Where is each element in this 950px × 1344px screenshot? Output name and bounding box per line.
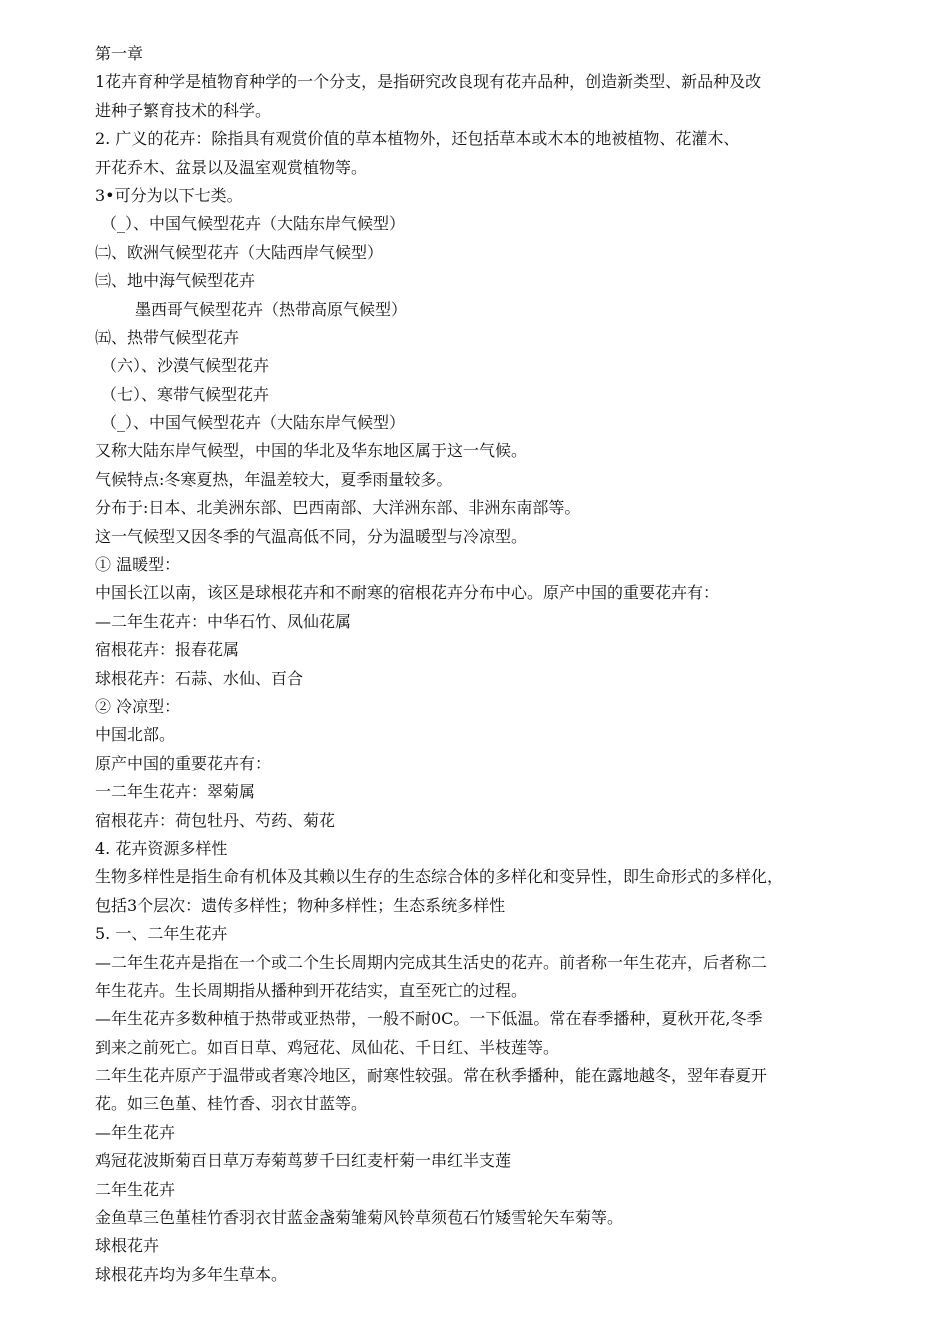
text-line: 生物多样性是指生命有机体及其赖以生存的生态综合体的多样化和变异性，即生命形式的多样化， [95,867,784,887]
text-line: 到来之前死亡。如百日草、鸡冠花、凤仙花、千日红、半枝莲等。 [95,1037,560,1057]
text-line: 2. 广义的花卉：除指具有观赏价值的草本植物外，还包括草本或木本的地被植物、花灌木、 [95,129,740,149]
text-line: 球根花卉 [95,1236,160,1256]
text-line: 二年生花卉原产于温带或者寒冷地区，耐寒性较强。常在秋季播种，能在露地越冬，翌年春夏开 [95,1066,768,1086]
text-line: 一二年生花卉：翠菊属 [95,782,256,802]
text-line: （_）、中国气候型花卉（大陆东岸气候型） [101,413,406,433]
text-line: 1花卉育种学是植物育种学的一个分支，是指研究改良现有花卉品种，创造新类型、新品种及改 [95,72,762,92]
text-line: 宿根花卉：荷包牡丹、芍药、菊花 [95,810,336,830]
text-line: （六）、沙漠气候型花卉 [101,356,270,376]
text-line: 年生花卉。生长周期指从播种到开花结实，直至死亡的过程。 [95,980,528,1000]
text-line: 金鱼草三色堇桂竹香羽衣甘蓝金盏菊雏菊风铃草须苞石竹矮雪轮矢车菊等。 [95,1208,624,1228]
text-line: —年生花卉多数种植于热带或亚热带，一般不耐0C。一下低温。常在春季播种，夏秋开花,冬季 [95,1009,763,1029]
text-line: 墨西哥气候型花卉（热带高原气候型） [135,299,408,319]
text-line: 球根花卉：石蒜、水仙、百合 [95,668,304,688]
text-line: ㈢、地中海气候型花卉 [95,271,256,291]
text-line: 包括3个层次：遗传多样性；物种多样性；生态系统多样性 [95,895,506,915]
document-page [95,40,865,1289]
text-line: 中国长江以南，该区是球根花卉和不耐寒的宿根花卉分布中心。原产中国的重要花卉有： [95,583,720,603]
text-line: 开花乔木、盆景以及温室观赏植物等。 [95,157,368,177]
text-line: —年生花卉 [95,1122,176,1142]
text-line: 花。如三色堇、桂竹香、羽衣甘蓝等。 [95,1094,368,1114]
text-line: —二年生花卉是指在一个或二个生长周期内完成其生活史的花卉。前者称一年生花卉，后者称二 [95,952,768,972]
text-line: （七）、寒带气候型花卉 [101,384,270,404]
text-line: —二年生花卉：中华石竹、凤仙花属 [95,611,352,631]
text-line: 3•可分为以下七类。 [95,185,243,205]
text-line: ㈡、欧洲气候型花卉（大陆西岸气候型） [95,242,384,262]
text-line: 分布于:日本、北美洲东部、巴西南部、大洋洲东部、非洲东南部等。 [95,498,581,518]
text-line: 二年生花卉 [95,1179,176,1199]
text-line: 又称大陆东岸气候型，中国的华北及华东地区属于这一气候。 [95,441,528,461]
text-line: 进种子繁育技术的科学。 [95,100,272,120]
text-line: 4. 花卉资源多样性 [95,838,228,858]
text-line: 中国北部。 [95,725,176,745]
text-line: ㈤、热带气候型花卉 [95,327,240,347]
text-line: 球根花卉均为多年生草本。 [95,1264,288,1284]
text-line: （_）、中国气候型花卉（大陆东岸气候型） [101,214,406,234]
text-line: 第一章 [95,44,144,63]
text-line: 气候特点:冬寒夏热，年温差较大，夏季雨量较多。 [95,469,453,489]
text-line: ② 冷凉型： [95,696,181,716]
text-line: 宿根花卉：报春花属 [95,640,240,660]
text-line: 5. 一、二年生花卉 [95,924,228,944]
text-line: 原产中国的重要花卉有： [95,753,272,773]
text-line: 这一气候型又因冬季的气温高低不同，分为温暖型与冷凉型。 [95,526,528,546]
text-line: ① 温暖型： [95,555,181,575]
text-line: 鸡冠花波斯菊百日草万寿菊茑萝千曰红麦杆菊一串红半支莲 [95,1151,512,1171]
